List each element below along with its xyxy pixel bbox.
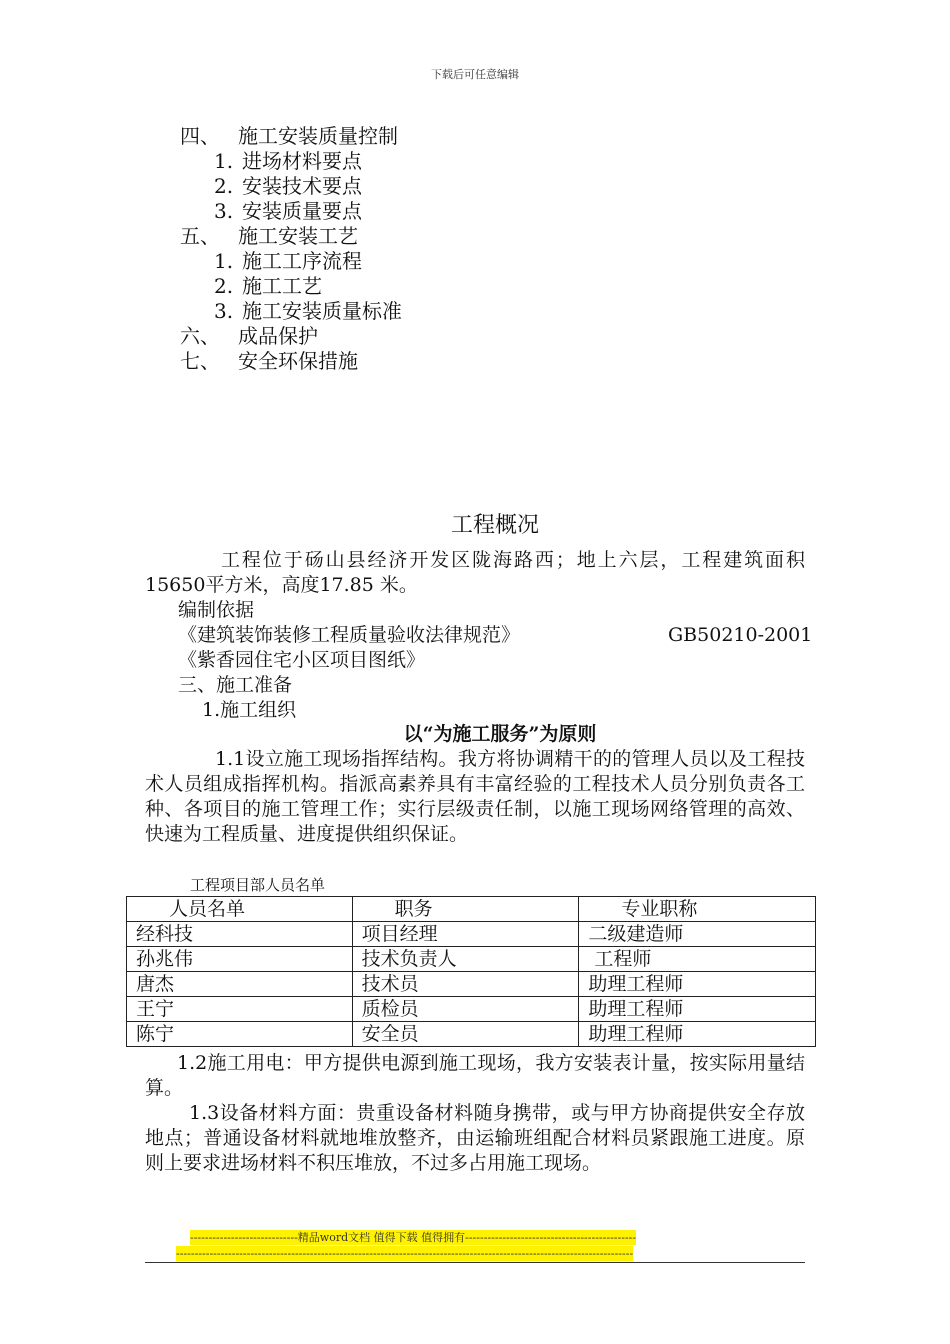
toc-item: 3. 施工安装质量标准 [214, 299, 402, 323]
column-header: 人员名单 [127, 897, 353, 922]
table-cell: 质检员 [352, 997, 579, 1022]
table-cell: 陈宁 [127, 1022, 353, 1047]
reference-1: 《建筑装饰装修工程质量验收法律规范》 [178, 624, 521, 646]
paragraph-1-1: 1.1设立施工现场指挥结构。我方将协调精干的的管理人员以及工程技术人员组成指挥机构。指派高素养具有丰富经验的工程技术人员分别负责各工种、各项目的施工管理工作；实行层级责任制，以施工现场网络管理的高效、快速为工程质量、进度提供组织保证。 [145, 748, 805, 845]
table-cell: 项目经理 [352, 922, 579, 947]
table-cell: 技术负责人 [352, 947, 579, 972]
table-cell: 王宁 [127, 997, 353, 1022]
table-caption: 工程项目部人员名单 [190, 876, 326, 894]
footer-banner-line-1: -----------------------------精品word文档 值得下载 值得拥有---------------------------------------------- [190, 1231, 637, 1244]
table-header-row [127, 897, 816, 922]
table-row [127, 997, 816, 1022]
table-row [127, 1022, 816, 1047]
reference-2: 《紫香园住宅小区项目图纸》 [178, 649, 426, 671]
toc-item: 2. 安装技术要点 [214, 174, 362, 198]
reference-1-code: GB50210-2001 [668, 624, 813, 646]
table-cell: 技术员 [352, 972, 579, 997]
table-cell: 助理工程师 [579, 1022, 816, 1047]
toc-item: 五、 施工安装工艺 [180, 224, 358, 248]
table-row [127, 972, 816, 997]
table-cell: 工程师 [579, 947, 816, 972]
table-cell: 经科技 [127, 922, 353, 947]
toc-item: 1. 进场材料要点 [214, 149, 362, 173]
staff-table [126, 896, 816, 1047]
page-header: 下载后可任意编辑 [431, 68, 519, 81]
overview-paragraph: 工程位于砀山县经济开发区陇海路西；地上六层，工程建筑面积15650平方米，高度17.85 米。 [145, 549, 805, 596]
table-cell: 唐杰 [127, 972, 353, 997]
section-heading: 三、施工准备 [178, 674, 293, 696]
table-row [127, 922, 816, 947]
basis-heading: 编制依据 [178, 599, 255, 621]
toc-item: 1. 施工工序流程 [214, 249, 362, 273]
toc-item: 四、 施工安装质量控制 [180, 124, 398, 148]
toc-item: 七、 安全环保措施 [180, 349, 358, 373]
table-cell: 助理工程师 [579, 997, 816, 1022]
table-row [127, 947, 816, 972]
subsection-heading: 1.施工组织 [202, 699, 297, 721]
toc-item: 2. 施工工艺 [214, 274, 322, 298]
table-cell: 孙兆伟 [127, 947, 353, 972]
table-cell: 二级建造师 [579, 922, 816, 947]
section-title: 工程概况 [450, 513, 539, 538]
column-header: 职务 [352, 897, 579, 922]
footer-rule [145, 1262, 805, 1263]
table-cell: 安全员 [352, 1022, 579, 1047]
paragraph-1-2: 1.2施工用电：甲方提供电源到施工现场，我方安装表计量，按实际用量结算。 [145, 1052, 805, 1099]
table-cell: 助理工程师 [579, 972, 816, 997]
toc-item: 六、 成品保护 [180, 324, 318, 348]
paragraph-1-3: 1.3设备材料方面：贵重设备材料随身携带，或与甲方协商提供安全存放地点；普通设备材料就地堆放整齐，由运输班组配合材料员紧跟施工进度。原则上要求进场材料不积压堆放，不过多占用施工现场。 [145, 1102, 805, 1174]
footer-banner-line-2: --------------------------------------------------------------------------------------------------------------------------- [176, 1247, 634, 1260]
principle-heading: 以“为施工服务”为原则 [403, 723, 597, 745]
toc-item: 3. 安装质量要点 [214, 199, 362, 223]
column-header: 专业职称 [579, 897, 816, 922]
